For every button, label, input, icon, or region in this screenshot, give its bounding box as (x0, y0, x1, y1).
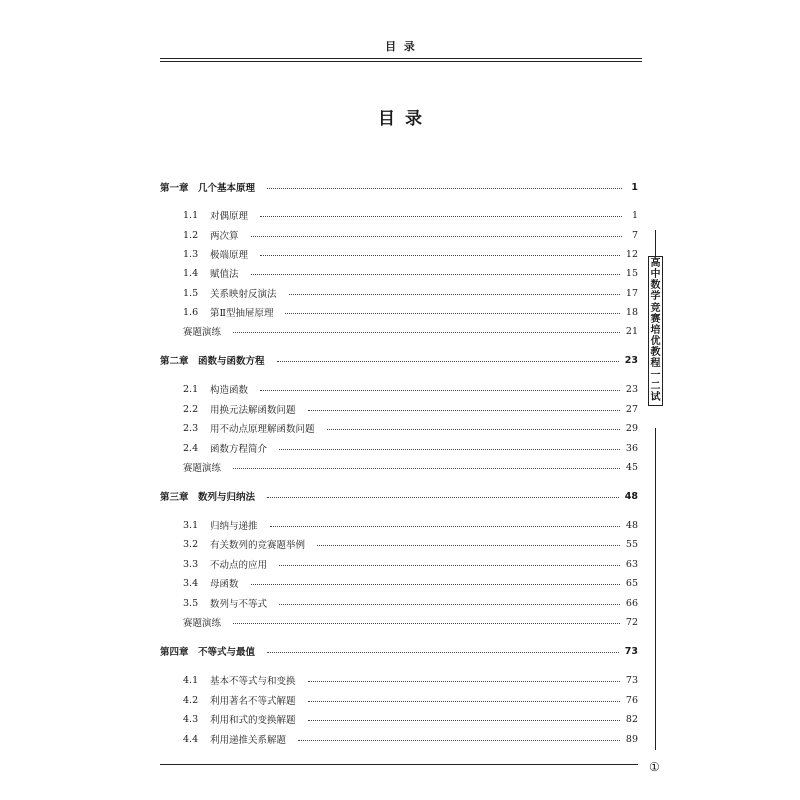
toc-section-number: 1.4 (183, 267, 199, 279)
toc-page-number: 73 (624, 645, 638, 657)
toc-entry-label: 两次算 (210, 231, 239, 242)
toc-page-number: 29 (625, 422, 638, 434)
toc-page-number: 7 (631, 229, 638, 241)
toc-entry-label: 数列与不等式 (210, 599, 268, 610)
toc-dot-leader (267, 652, 619, 653)
book-title-char: 高 (650, 258, 661, 269)
toc-entry-label: 极端原理 (210, 250, 249, 261)
toc-dot-leader (251, 584, 620, 585)
toc-entry-label: 赛题演练 (183, 463, 222, 474)
toc-dot-leader (267, 188, 622, 189)
toc-entry-label: 赛题演练 (183, 618, 222, 629)
toc-dot-leader (260, 255, 620, 256)
toc-section-number: 1.3 (183, 248, 199, 260)
toc-entry-label: 第三章 数列与归纳法 (160, 492, 256, 503)
toc-entry-label: 关系映射反演法 (210, 289, 277, 300)
toc-section-number: 3.4 (183, 577, 199, 589)
toc-section-number: 3.1 (183, 519, 199, 531)
toc-entry-label: 第四章 不等式与最值 (160, 647, 256, 658)
toc-entry-label: 第Ⅱ型抽屉原理 (210, 308, 274, 319)
toc-page-number: 48 (624, 490, 638, 502)
toc-dot-leader (267, 497, 619, 498)
toc-entry-label: 不动点的应用 (210, 560, 268, 571)
toc-section-number: 1.1 (183, 209, 199, 221)
toc-entry-label: 用不动点原理解函数问题 (210, 424, 315, 435)
toc-section-row[interactable] (160, 730, 638, 748)
book-title-char: 数 (650, 280, 661, 292)
toc-dot-leader (279, 449, 620, 450)
toc-section-row[interactable] (160, 691, 638, 709)
toc-page-number: 45 (625, 461, 638, 473)
page-title: 目 录 (378, 109, 424, 129)
book-title-char: 一 (650, 369, 661, 381)
toc-chapter-row[interactable] (160, 487, 638, 505)
toc-exercise-row[interactable] (160, 613, 638, 631)
toc-entry-label: 函数方程简介 (210, 444, 268, 455)
toc-section-row[interactable] (160, 710, 638, 728)
toc-section-number: 4.1 (183, 674, 199, 686)
toc-page-number: 18 (625, 306, 638, 318)
toc-page-number: 66 (625, 597, 638, 609)
toc-entry-label: 利用递推关系解题 (210, 735, 287, 746)
book-title-char: 学 (650, 291, 661, 303)
toc-section-row[interactable] (160, 245, 638, 263)
toc-section-row[interactable] (160, 303, 638, 321)
toc-section-number: 1.5 (183, 287, 199, 299)
toc-section-number: 3.2 (183, 538, 199, 550)
toc-section-row[interactable] (160, 380, 638, 398)
toc-section-row[interactable] (160, 206, 638, 224)
toc-entry-label: 有关数列的竞赛题举例 (210, 540, 306, 551)
toc-page-number: 1 (631, 209, 638, 221)
toc-entry-label: 第一章 几个基本原理 (160, 183, 256, 194)
toc-dot-leader (298, 740, 620, 741)
toc-dot-leader (260, 216, 622, 217)
toc-dot-leader (308, 410, 620, 411)
side-tab-line-top (655, 230, 656, 256)
toc-page-number: 89 (625, 733, 638, 745)
toc-page-number: 63 (625, 558, 638, 570)
toc-entry-label: 构造函数 (210, 385, 249, 396)
toc-entry-label: 归纳与递推 (210, 521, 258, 532)
toc-page-number: 36 (625, 442, 638, 454)
book-title-char: 优 (650, 336, 661, 348)
book-title-char: 竞 (650, 302, 661, 314)
toc-section-row[interactable] (160, 574, 638, 592)
toc-section-number: 4.4 (183, 733, 199, 745)
book-title-char: 赛 (650, 313, 661, 325)
toc-page-number: 23 (624, 354, 638, 366)
toc-page-number: 1 (631, 181, 638, 193)
toc-page-number: 65 (625, 577, 638, 589)
toc-entry-label: 利用著名不等式解题 (210, 696, 296, 707)
toc-dot-leader (279, 604, 620, 605)
toc-entry-label: 基本不等式与和变换 (210, 676, 296, 687)
toc-section-row[interactable] (160, 535, 638, 553)
toc-page-number: 21 (625, 325, 638, 337)
toc-section-row[interactable] (160, 264, 638, 282)
book-title-char: 中 (650, 269, 661, 281)
toc-entry-label: 利用和式的变换解题 (210, 715, 296, 726)
toc-section-row[interactable] (160, 400, 638, 418)
toc-page-number: 55 (625, 538, 638, 550)
book-title-char: 程 (650, 358, 661, 370)
toc-section-row[interactable] (160, 594, 638, 612)
toc-section-row[interactable] (160, 439, 638, 457)
toc-dot-leader (251, 274, 620, 275)
toc-dot-leader (233, 332, 620, 333)
toc-page-number: 76 (625, 694, 638, 706)
toc-entry-label: 用换元法解函数问题 (210, 405, 296, 416)
toc-dot-leader (233, 468, 620, 469)
book-title-char: 二 (650, 380, 661, 392)
toc-page-number: 23 (625, 383, 638, 395)
toc-dot-leader (317, 545, 620, 546)
toc-page-number: 12 (625, 248, 638, 260)
toc-section-number: 2.2 (183, 403, 199, 415)
toc-dot-leader (260, 390, 620, 391)
toc-section-number: 2.1 (183, 383, 199, 395)
toc-page-number: 72 (625, 616, 638, 628)
toc-entry-label: 赛题演练 (183, 327, 222, 338)
toc-dot-leader (285, 313, 619, 314)
toc-section-number: 2.4 (183, 442, 199, 454)
toc-section-row[interactable] (160, 419, 638, 437)
toc-section-row[interactable] (160, 284, 638, 302)
toc-dot-leader (233, 623, 620, 624)
toc-dot-leader (289, 294, 620, 295)
toc-section-number: 3.3 (183, 558, 199, 570)
toc-dot-leader (279, 565, 620, 566)
toc-exercise-row[interactable] (160, 322, 638, 340)
toc-section-number: 1.6 (183, 306, 199, 318)
toc-section-number: 1.2 (183, 229, 199, 241)
toc-section-number: 3.5 (183, 597, 199, 609)
toc-section-row[interactable] (160, 555, 638, 573)
book-title-char: 试 (650, 391, 661, 403)
toc-dot-leader (251, 236, 622, 237)
footer-rule (160, 764, 638, 765)
book-title-char: 培 (650, 324, 661, 336)
toc-page-number: 73 (625, 674, 638, 686)
toc-section-number: 4.2 (183, 694, 199, 706)
book-title-tab (648, 256, 663, 406)
table-of-contents (160, 0, 638, 800)
toc-page-number: 17 (625, 287, 638, 299)
toc-page-number: 48 (625, 519, 638, 531)
toc-dot-leader (270, 526, 620, 527)
toc-entry-label: 母函数 (210, 579, 239, 590)
toc-section-row[interactable] (160, 516, 638, 534)
toc-entry-label: 对偶原理 (210, 211, 249, 222)
toc-section-number: 4.3 (183, 713, 199, 725)
running-header: 目 录 (385, 40, 417, 53)
toc-entry-label: 赋值法 (210, 269, 239, 280)
toc-chapter-row[interactable] (160, 351, 638, 369)
book-title-char: 教 (650, 347, 661, 359)
toc-section-number: 2.3 (183, 422, 199, 434)
toc-section-row[interactable] (160, 671, 638, 689)
toc-dot-leader (308, 720, 620, 721)
toc-dot-leader (308, 681, 620, 682)
toc-chapter-row[interactable] (160, 178, 638, 196)
toc-chapter-row[interactable] (160, 642, 638, 660)
side-tab-line-bottom (655, 428, 656, 750)
toc-dot-leader (327, 429, 620, 430)
toc-dot-leader (277, 361, 619, 362)
page-number: ① (649, 760, 660, 774)
toc-page-number: 15 (625, 267, 638, 279)
toc-page-number: 27 (625, 403, 638, 415)
toc-section-row[interactable] (160, 226, 638, 244)
toc-dot-leader (308, 701, 620, 702)
toc-page-number: 82 (625, 713, 638, 725)
toc-entry-label: 第二章 函数与函数方程 (160, 356, 265, 367)
toc-exercise-row[interactable] (160, 458, 638, 476)
